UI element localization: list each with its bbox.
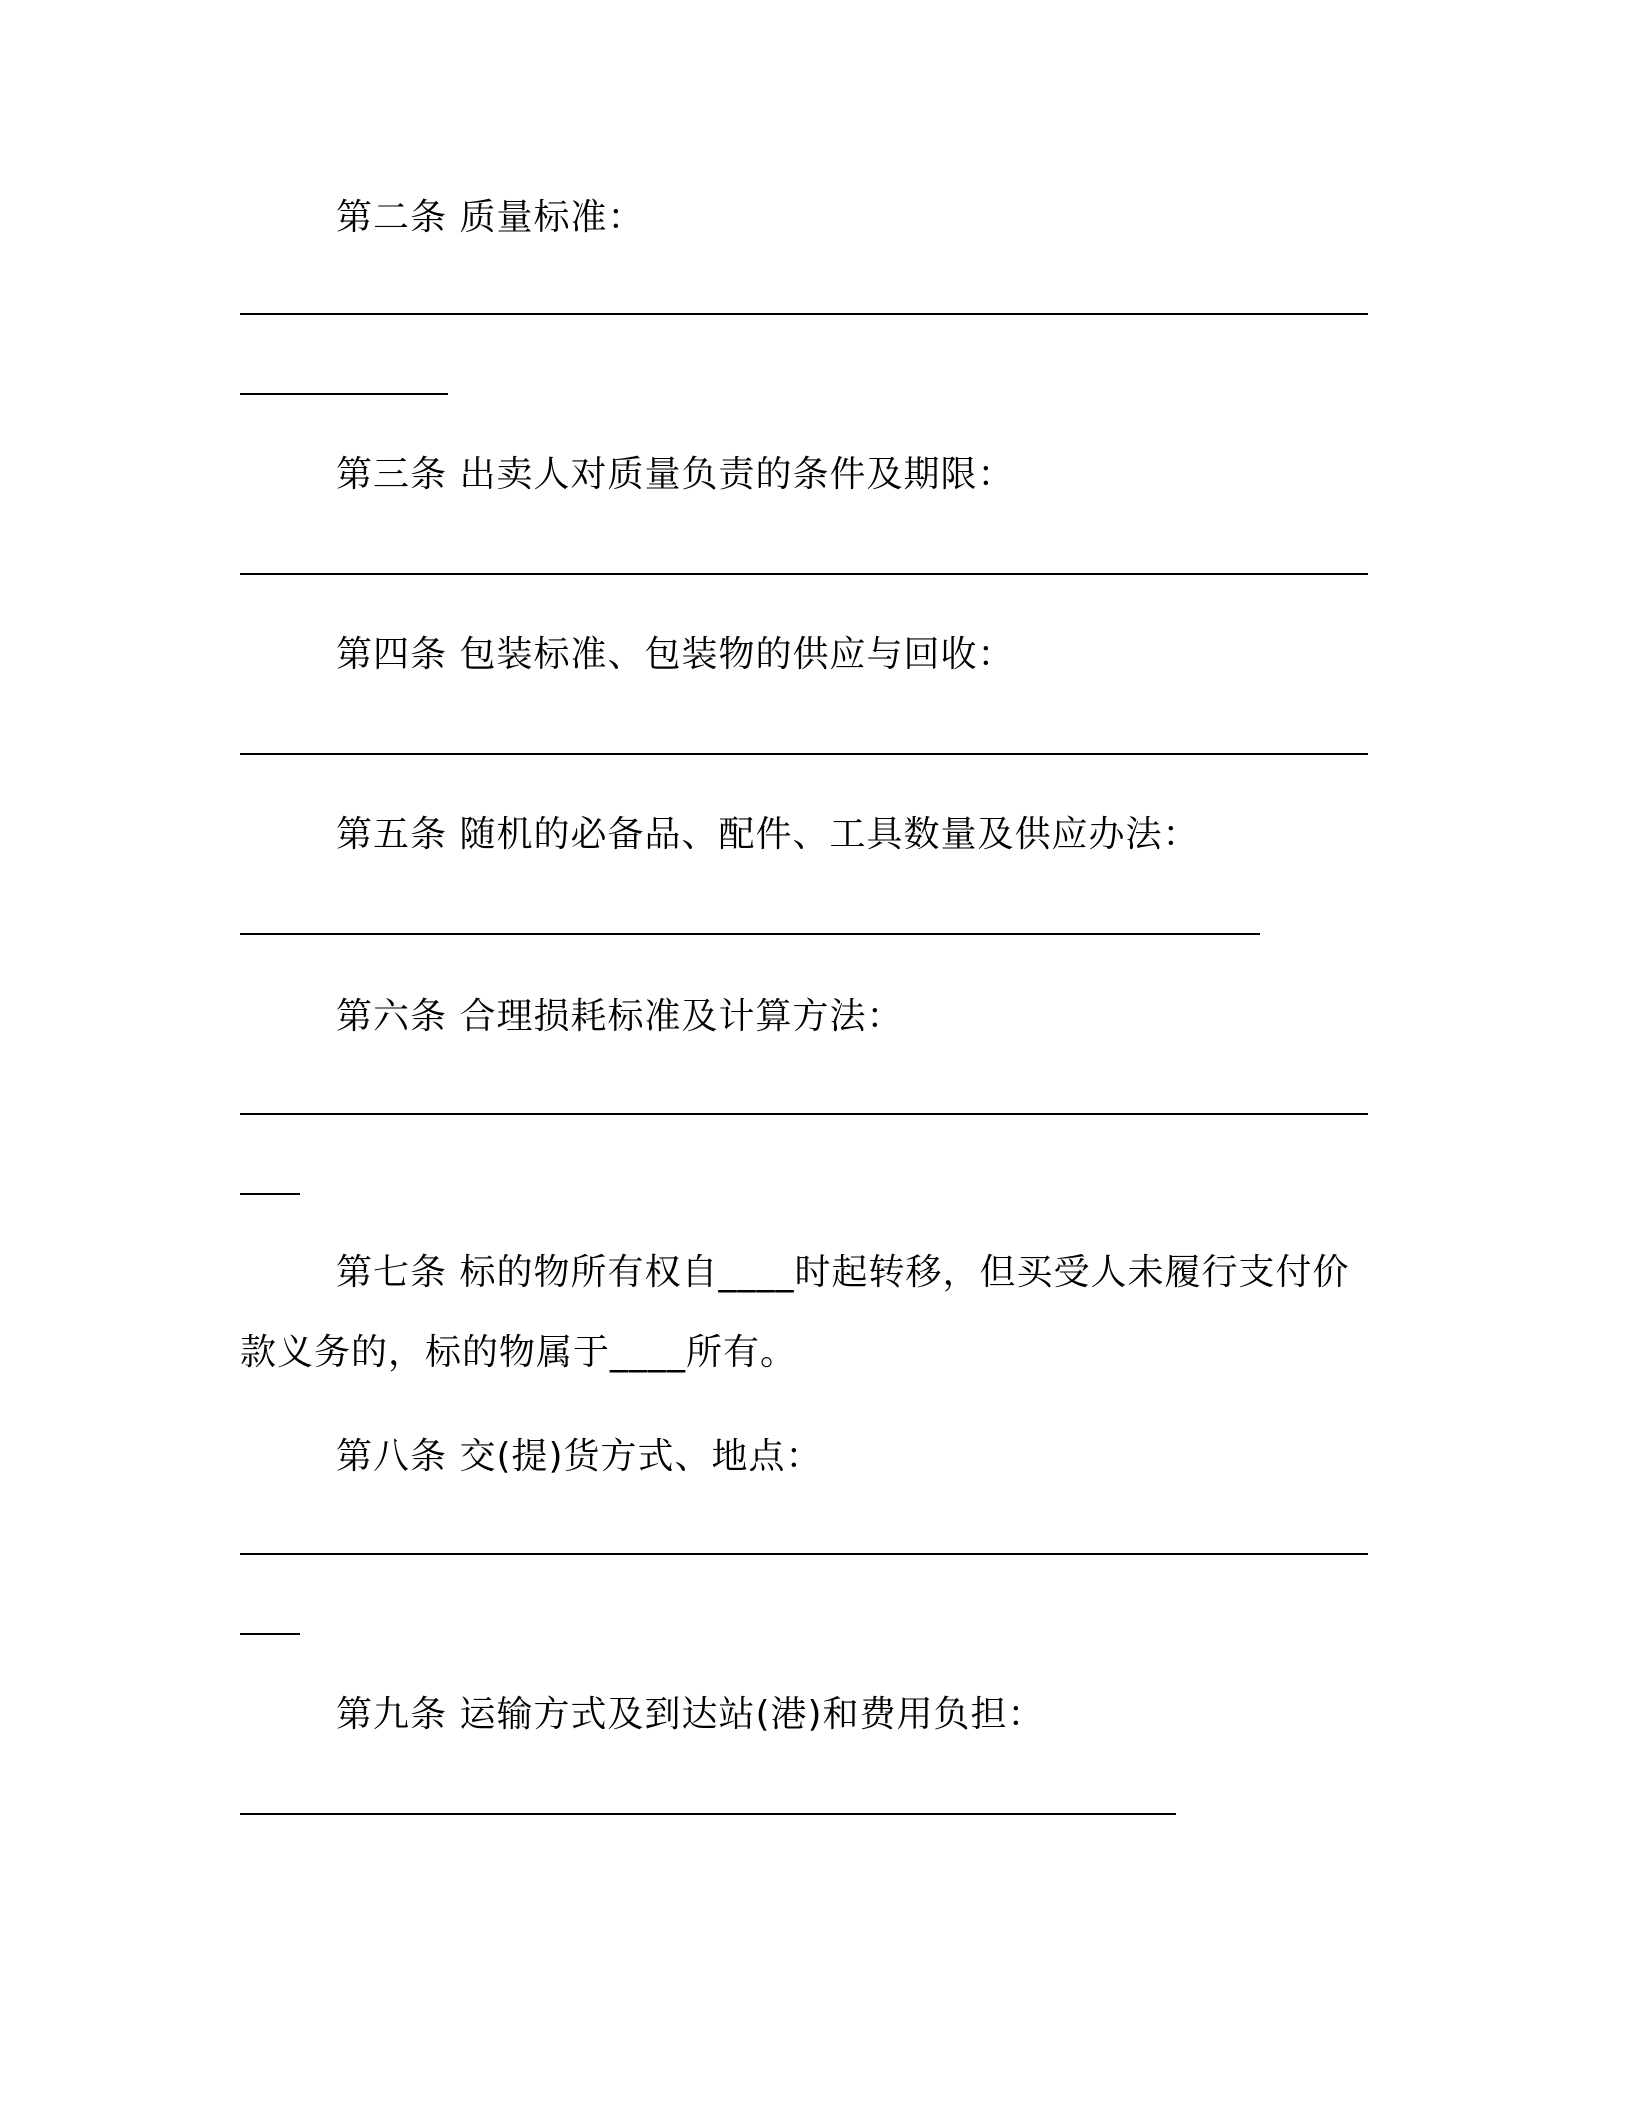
article-4-blank-line [240, 753, 1368, 755]
article-2-blank-line-2 [240, 393, 448, 395]
article-8-blank-line-1 [240, 1553, 1368, 1555]
article-5-heading: 第五条 随机的必备品、配件、工具数量及供应办法： [336, 814, 1200, 855]
article-2-heading: 第二条 质量标准： [336, 197, 645, 238]
article-7-continuation: 款义务的，标的物属于____所有。 [240, 1332, 798, 1373]
article-2-blank-line-1 [240, 313, 1368, 315]
article-5-blank-line [240, 933, 1260, 935]
article-3-heading: 第三条 出卖人对质量负责的条件及期限： [336, 454, 1015, 495]
article-9-blank-line [240, 1813, 1176, 1815]
article-3-blank-line [240, 573, 1368, 575]
article-4-heading: 第四条 包装标准、包装物的供应与回收： [336, 634, 1015, 675]
article-8-heading: 第八条 交(提)货方式、地点： [336, 1436, 823, 1477]
article-6-blank-line-2 [240, 1193, 300, 1195]
article-6-blank-line-1 [240, 1113, 1368, 1115]
article-6-heading: 第六条 合理损耗标准及计算方法： [336, 996, 904, 1037]
article-7-heading: 第七条 标的物所有权自____时起转移，但买受人未履行支付价 [336, 1252, 1350, 1293]
article-8-blank-line-2 [240, 1633, 300, 1635]
article-9-heading: 第九条 运输方式及到达站(港)和费用负担： [336, 1694, 1045, 1735]
